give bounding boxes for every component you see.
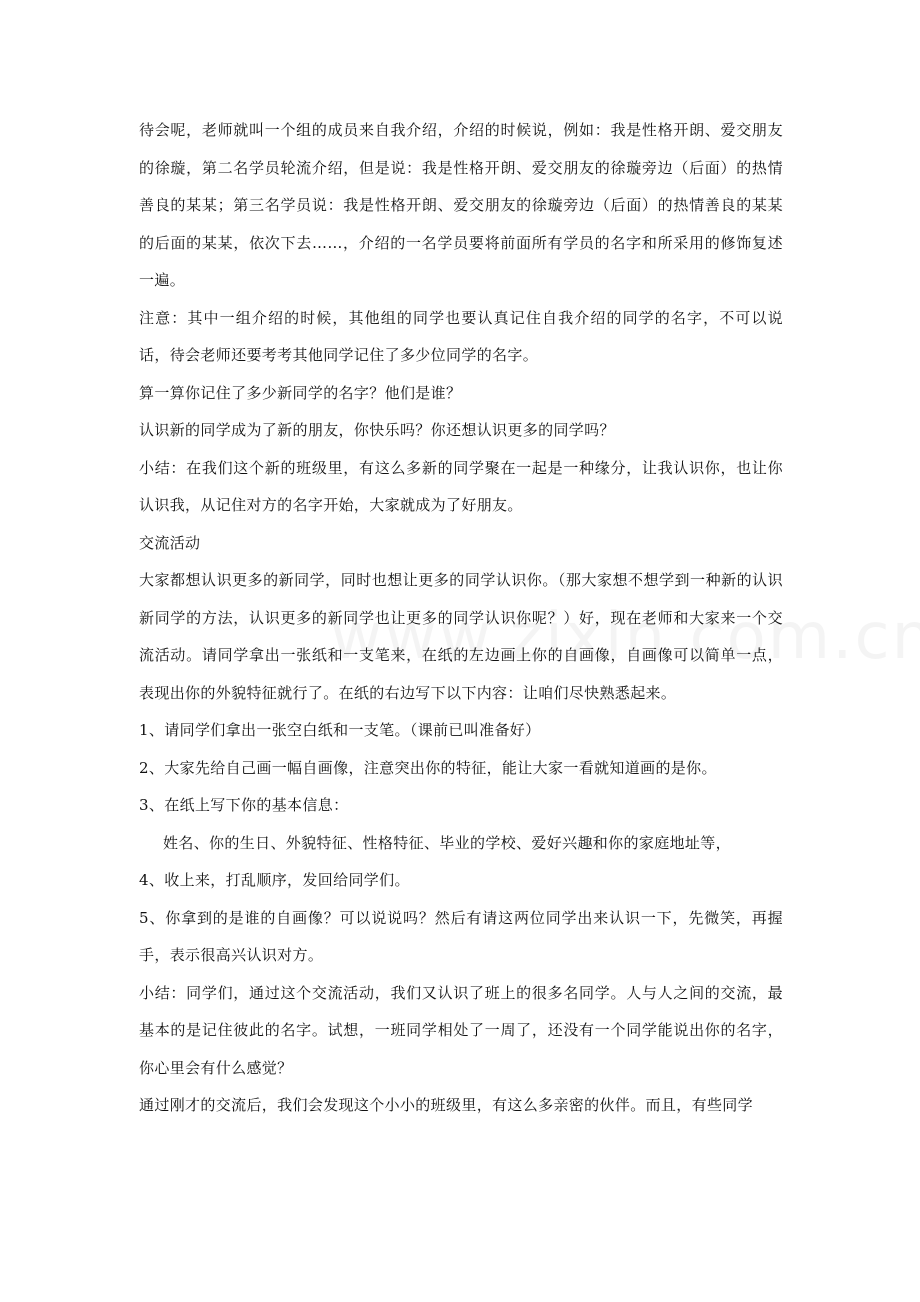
paragraph-self-introduction: 待会呢，老师就叫一个组的成员来自我介绍，介绍的时候说，例如：我是性格开朗、爱交朋友的徐璇，第二名学员轮流介绍，但是说：我是性格开朗、爱交朋友的徐璇旁边（后面）的热情善良的某某；第三名学员说：我是性格开朗、爱交朋友的徐璇旁边（后面）的热情善良的某某的后面的某某，依次下去……，介绍的一名学员要将前面所有学员的名字和所采用的修饰复述一遍。 (139, 121, 783, 289)
paragraph-summary-2: 小结：同学们，通过这个交流活动，我们又认识了班上的很多名同学。人与人之间的交流，最基本的是记住彼此的名字。试想，一班同学相处了一周了，还没有一个同学能说出你的名字，你心里会有什么感觉？ (139, 983, 783, 1077)
list-item-2: 2、大家先给自己画一幅自画像，注意突出你的特征，能让大家一看就知道画的是你。 (139, 758, 717, 777)
document-body (139, 112, 783, 1125)
paragraph-summary-1: 小结：在我们这个新的班级里，有这么多新的同学聚在一起是一种缘分，让我认识你，也让你认识我，从记住对方的名字开始，大家就成为了好朋友。 (139, 458, 783, 514)
list-item-1: 1、请同学们拿出一张空白纸和一支笔。（课前已叫准备好） (139, 721, 541, 739)
list-item-4: 4、收上来，打乱顺序，发回给同学们。 (139, 871, 410, 889)
list-item-3: 3、在纸上写下你的基本信息： (139, 796, 349, 814)
section-heading-exchange-activity: 交流活动 (139, 533, 201, 552)
paragraph-closing: 通过刚才的交流后，我们会发现这个小小的班级里，有这么多亲密的伙伴。而且，有些同学 (139, 1096, 754, 1114)
paragraph-new-friends: 认识新的同学成为了新的朋友，你快乐吗？你还想认识更多的同学吗？ (139, 421, 615, 439)
paragraph-activity-intro: 大家都想认识更多的新同学，同时也想让更多的同学认识你。（那大家想不想学到一种新的认识新同学的方法，认识更多的新同学也让更多的同学认识你呢？）好，现在老师和大家来一个交流活动。请同学拿出一张纸和一支笔来，在纸的左边画上你的自画像，自画像可以简单一点，表现出你的外貌特征就行了。在纸的右边写下以下内容：让咱们尽快熟悉起来。 (139, 571, 783, 702)
paragraph-count-names: 算一算你记住了多少新同学的名字？他们是谁？ (139, 383, 462, 402)
paragraph-attention-note: 注意：其中一组介绍的时候，其他组的同学也要认真记住自我介绍的同学的名字，不可以说话，待会老师还要考考其他同学记住了多少位同学的名字。 (139, 308, 783, 364)
list-item-3-detail: 姓名、你的生日、外貌特征、性格特征、毕业的学校、爱好兴趣和你的家庭地址等， (163, 833, 731, 852)
list-item-5: 5、你拿到的是谁的自画像？可以说说吗？然后有请这两位同学出来认识一下，先微笑，再握手，表示很高兴认识对方。 (139, 908, 783, 964)
